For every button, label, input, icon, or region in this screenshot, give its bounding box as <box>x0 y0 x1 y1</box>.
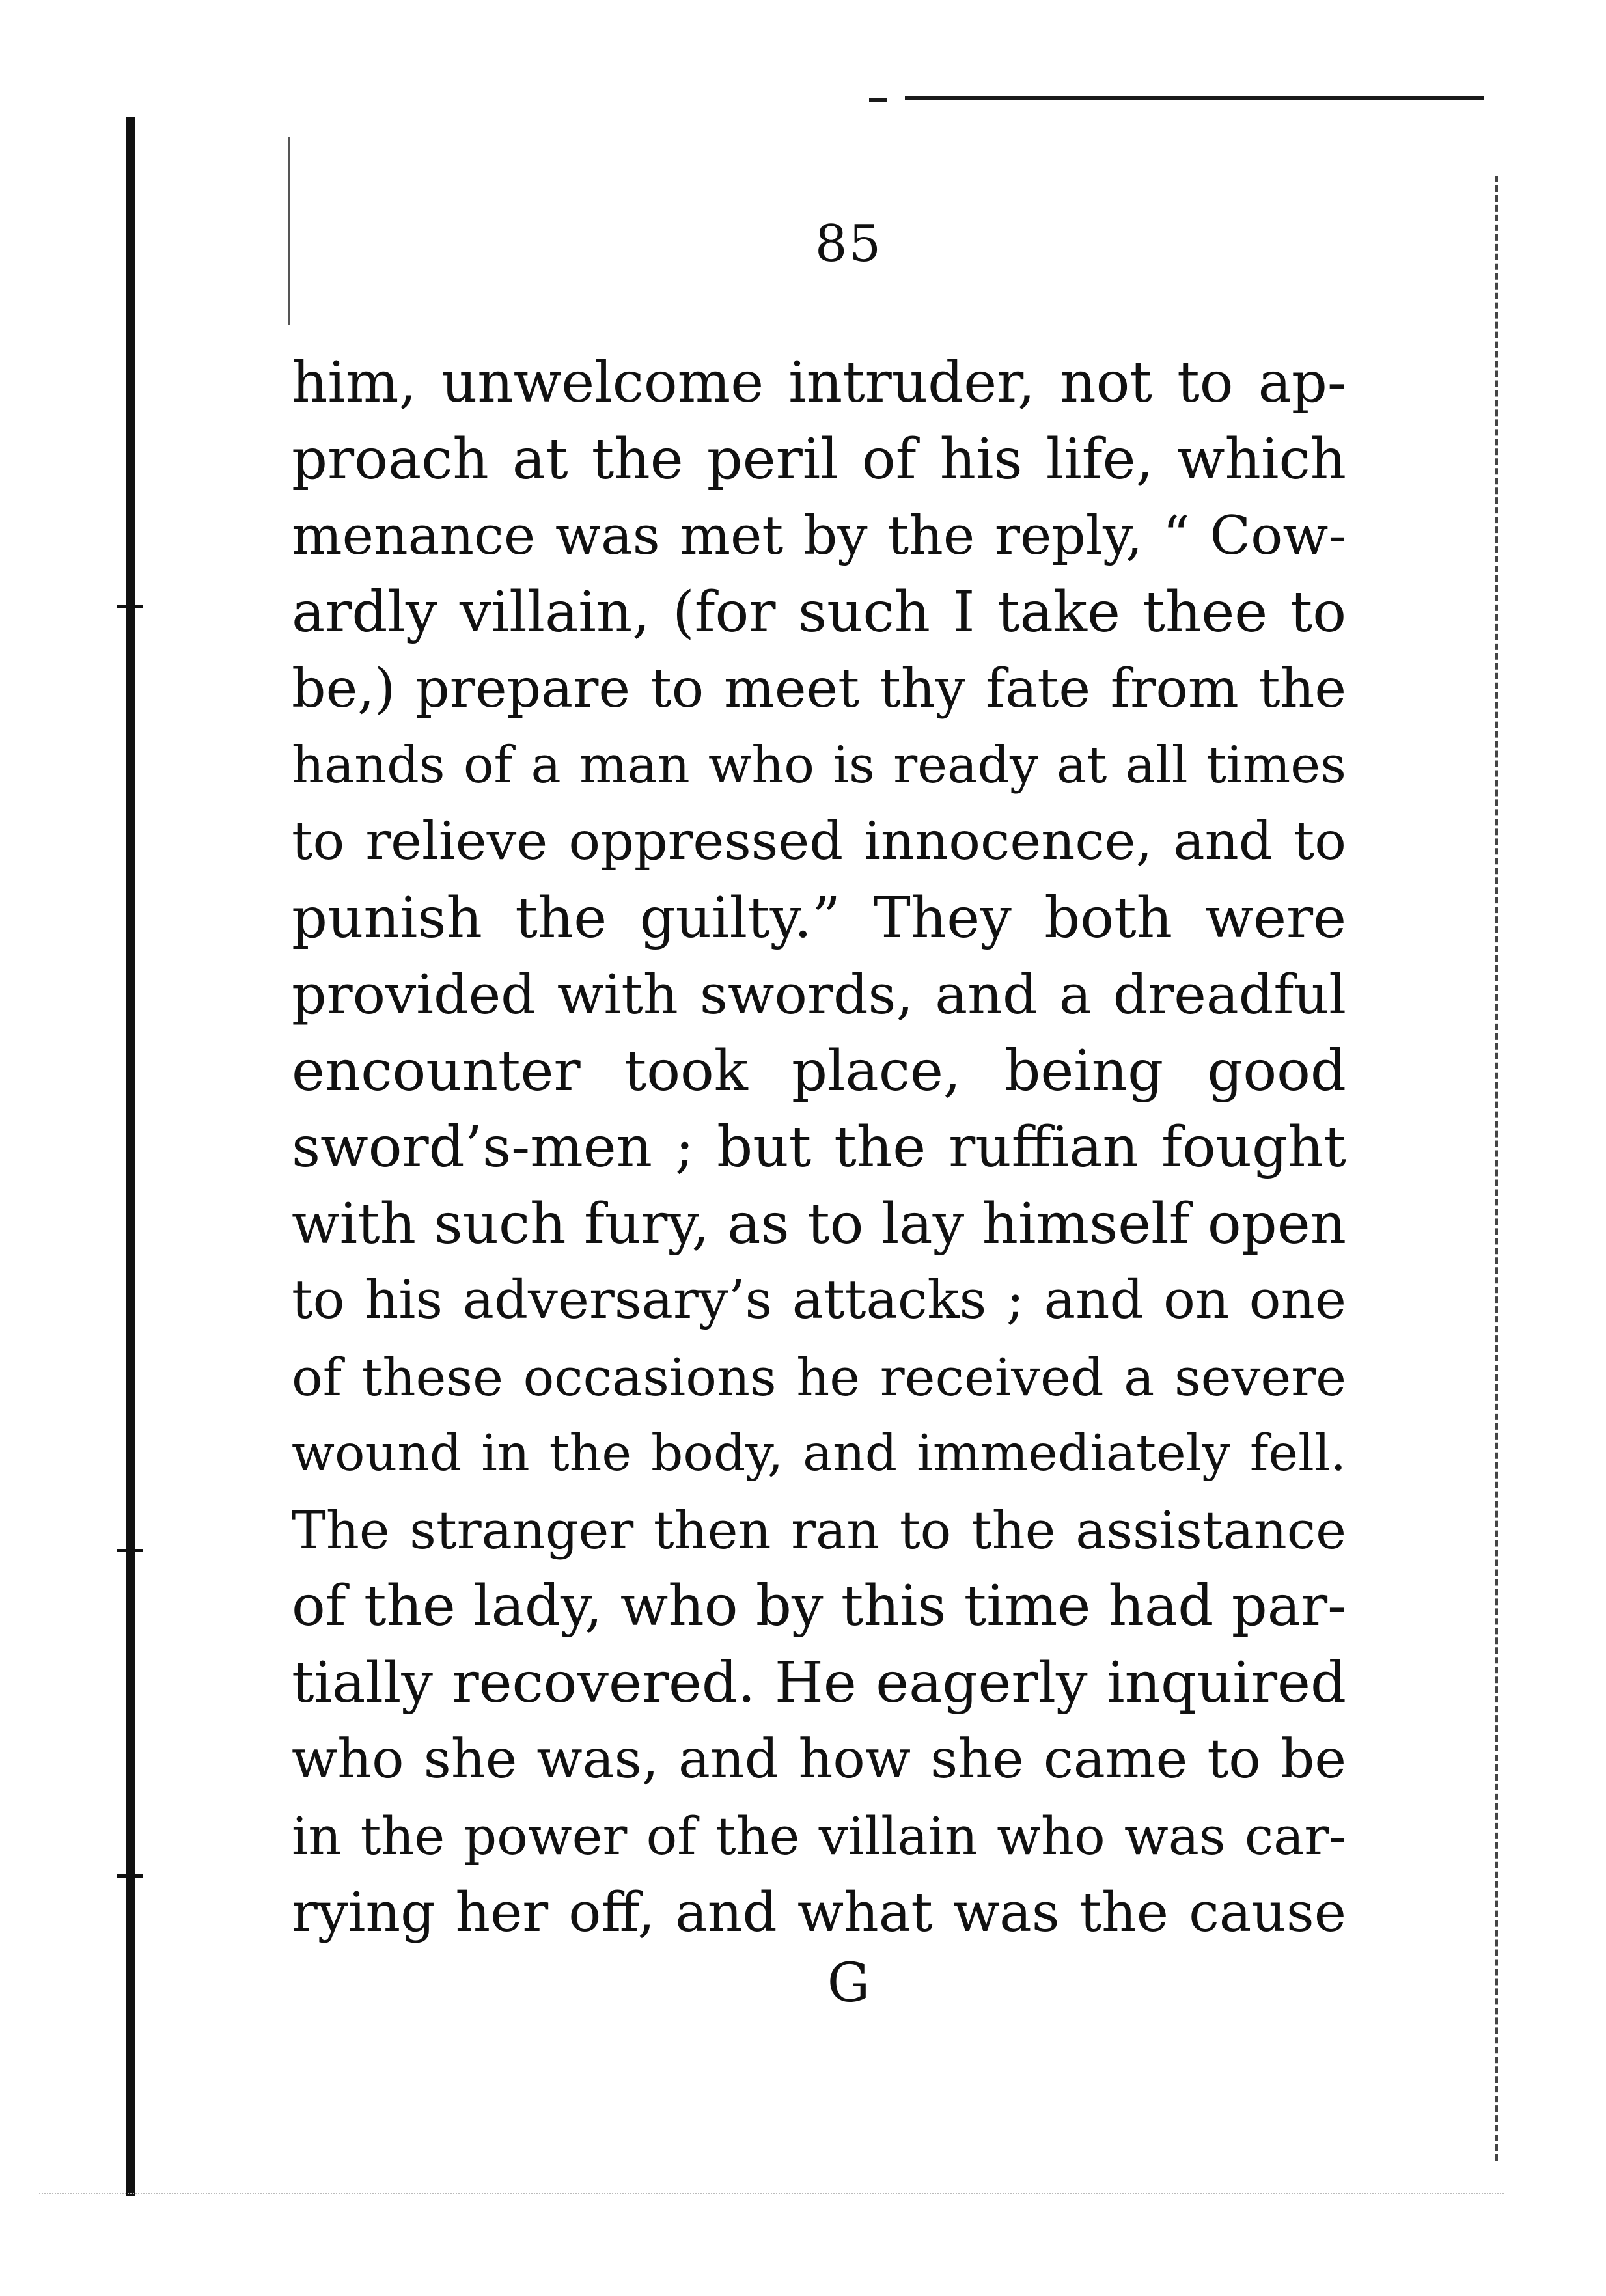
left-binding-edge <box>126 117 135 2196</box>
bottom-page-edge <box>39 2193 1504 2194</box>
text-line: encounter took place, being good <box>292 1038 1346 1104</box>
text-line: proach at the peril of his life, which <box>292 426 1346 492</box>
text-line: in the power of the villain who was car- <box>292 1805 1346 1866</box>
right-page-edge <box>1495 176 1498 2161</box>
text-line: provided with swords, and a dreadful <box>292 963 1346 1026</box>
text-line: menance was met by the reply, “ Cow- <box>292 505 1346 567</box>
text-line: punish the guilty.” They both were <box>292 885 1346 951</box>
text-line: to his adversary’s attacks ; and on one <box>292 1270 1346 1331</box>
text-line: of the lady, who by this time had par- <box>292 1574 1347 1639</box>
text-line: of these occasions he received a severe <box>292 1346 1346 1408</box>
text-line: with such fury, as to lay himself open <box>292 1191 1346 1257</box>
page-number: 85 <box>814 215 883 273</box>
text-line: tially recovered. He eagerly inquired <box>292 1650 1346 1715</box>
text-line: sword’s-men ; but the ruffian fought <box>292 1115 1346 1180</box>
top-rule-dash <box>869 98 887 102</box>
text-line: who she was, and how she came to be <box>292 1729 1346 1790</box>
text-line: to relieve oppressed innocence, and to <box>292 811 1346 872</box>
top-rule <box>905 96 1484 100</box>
body-text <box>292 345 1346 1951</box>
binding-tick <box>117 1874 143 1878</box>
text-line: ardly villain, (for such I take thee to <box>292 579 1346 645</box>
text-line: rying her off, and what was the cause <box>292 1881 1346 1944</box>
text-line: The stranger then ran to the assistance <box>292 1499 1346 1561</box>
binding-tick <box>117 1549 143 1552</box>
signature-mark: G <box>827 1952 870 2014</box>
text-line: be,) prepare to meet thy fate from the <box>292 658 1346 720</box>
binding-tick <box>117 605 143 608</box>
text-line: him, unwelcome intruder, not to ap- <box>292 350 1346 415</box>
text-line: hands of a man who is ready at all times <box>292 735 1346 795</box>
text-line: wound in the body, and immediately fell. <box>292 1424 1346 1483</box>
